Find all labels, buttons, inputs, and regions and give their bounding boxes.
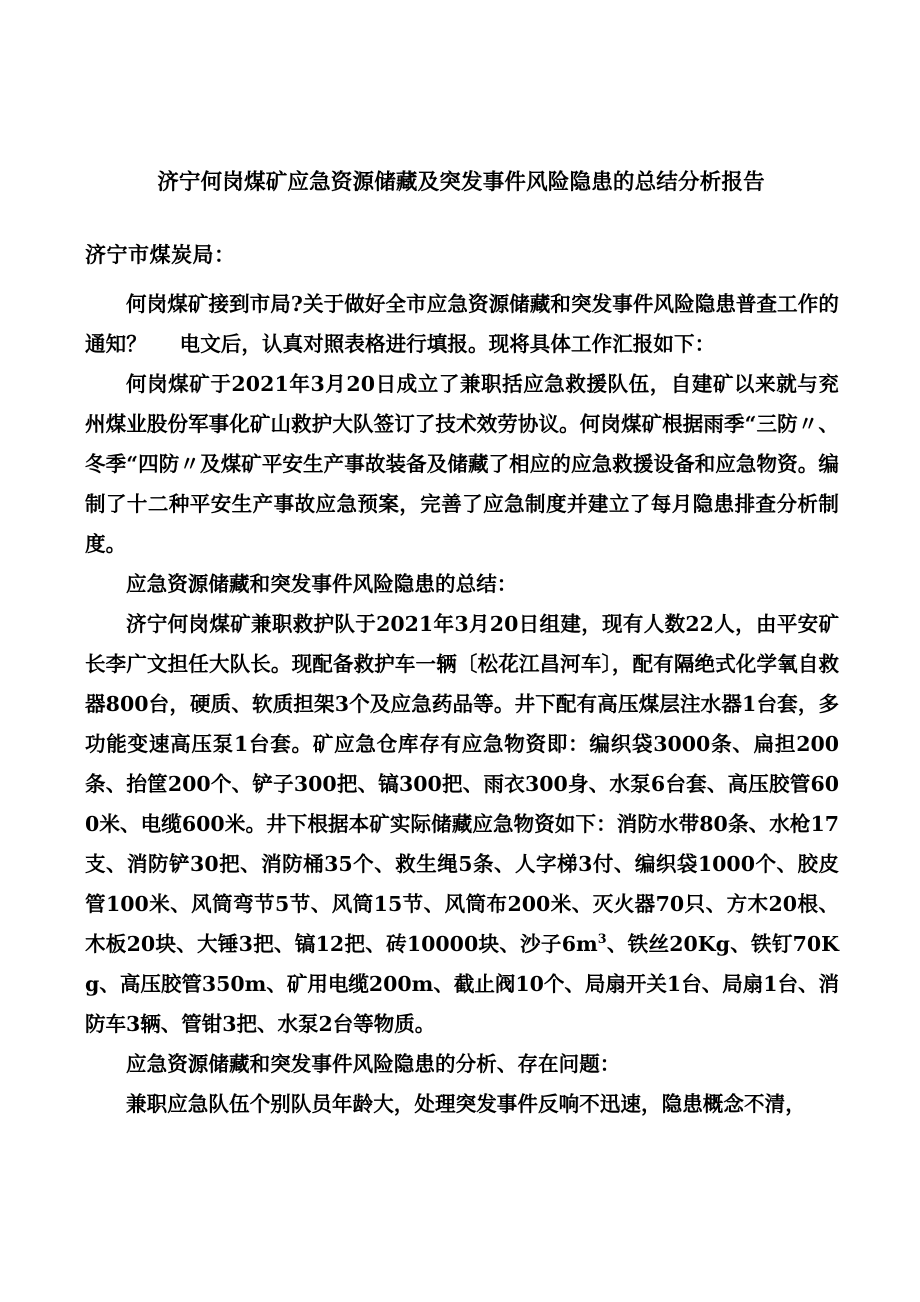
page-title: 济宁何岗煤矿应急资源储藏及突发事件风险隐患的总结分析报告 <box>157 170 765 195</box>
title-container <box>85 163 837 203</box>
salutation-container <box>85 235 837 275</box>
paragraph-analysis-heading: 应急资源储藏和突发事件风险隐患的分析、存在问题： <box>126 1052 621 1076</box>
paragraph-analysis-issues: 兼职应急队伍个别队员年龄大，处理突发事件反响不迅速，隐患概念不清， <box>126 1092 806 1116</box>
paragraph-notice <box>85 284 839 364</box>
paragraph-notice-part2: 电文后，认真对照表格进行填报。现将具体工作汇报如下： <box>179 332 716 356</box>
materials-inventory-tail: 、铁丝20Kg、铁钉70Kg、高压胶管350m、矿用电缆200m、截止阀10个、局扇开关1台、局扇1台、消防车3辆、管钳3把、水泵2台等物质。 <box>85 932 839 1036</box>
paragraph-summary-heading: 应急资源储藏和突发事件风险隐患的总结： <box>126 572 518 596</box>
cubic-meter-superscript: 3 <box>597 931 607 947</box>
salutation-line: 济宁市煤炭局： <box>85 242 236 267</box>
document-body <box>85 284 839 1124</box>
paragraph-materials-inventory <box>85 604 839 1044</box>
paragraph-team-establishment: 何岗煤矿于2021年3月20日成立了兼职括应急救援队伍，自建矿以来就与兖州煤业股份军事化矿山救护大队签订了技术效劳协议。何岗煤矿根据雨季“三防〃、冬季“四防〃及煤矿平安生产事故装备及储藏了相应的应急救援设备和应急物资。编制了十二种平安生产事故应急预案，完善了应急制度并建立了每月隐患排查分析制度。 <box>85 372 839 556</box>
paragraph-notice-part1: 何岗煤矿接到市局?关于做好全市应急资源储藏和突发事件风险隐患普查工作的通知？ <box>85 292 839 356</box>
materials-inventory-main: 济宁何岗煤矿兼职救护队于2021年3月20日组建，现有人数22人，由平安矿长李广文担任大队长。现配备救护车一辆〔松花江昌河车〕，配有隔绝式化学氧自救器800台，硬质、软质担架3个及应急药品等。井下配有高压煤层注水器1台套，多功能变速高压泵1台套。矿应急仓库存有应急物资即：编织袋3000条、扁担200条、抬筐200个、铲子300把、镐300把、雨衣300身、水泵6台套、高压胶管600米、电缆600米。井下根据本矿实际储藏应急物资如下：消防水带80条、水枪17支、消防铲30把、消防桶35个、救生绳5条、人字梯3付、编织袋1000个、胶皮管100米、风筒弯节5节、风筒15节、风筒布200米、灭火器70只、方木20根、木板20块、大锤3把、镐12把、砖10000块、沙子6m <box>85 612 839 956</box>
